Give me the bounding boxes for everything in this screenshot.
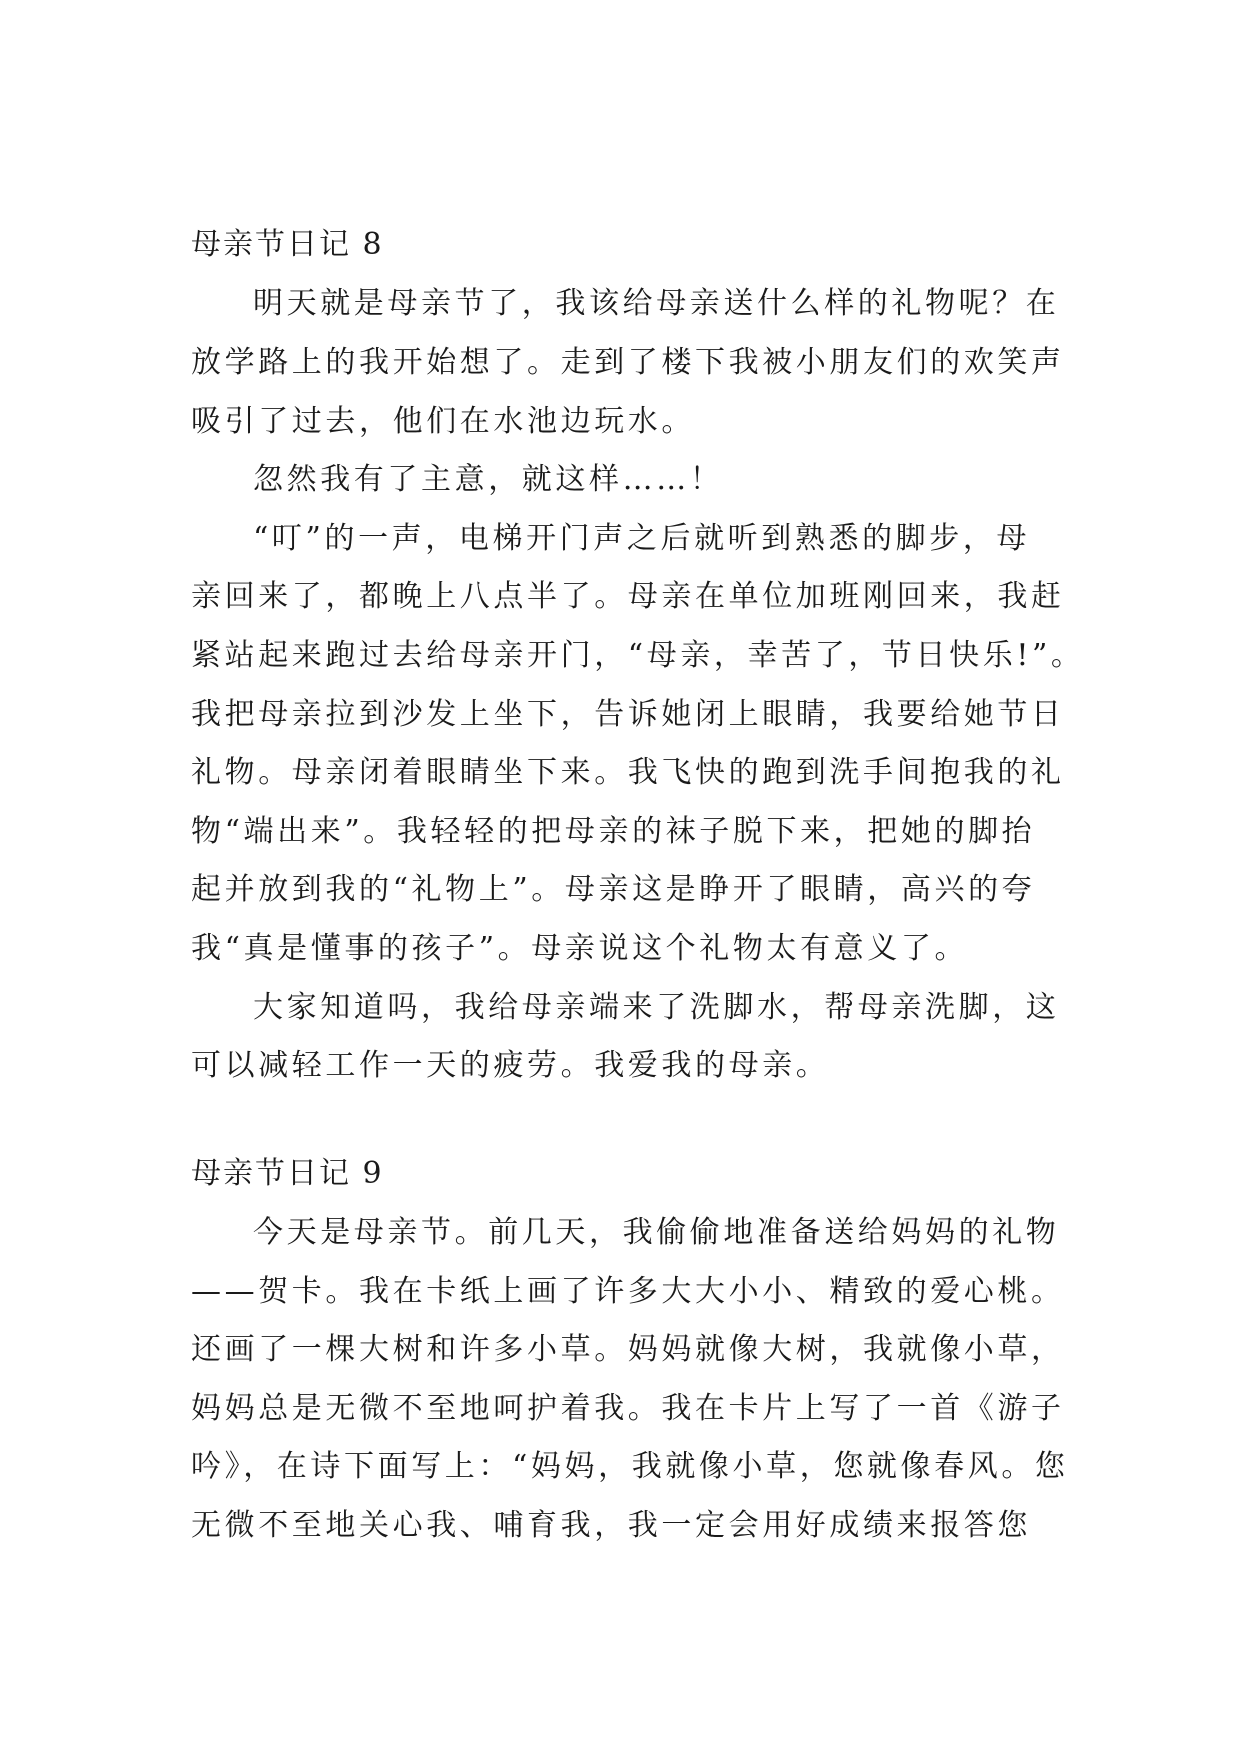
paragraph-line: 我“真是懂事的孩子”。母亲说这个礼物太有意义了。 [191,931,969,966]
paragraph-line: 放学路上的我开始想了。走到了楼下我被小朋友们的欢笑声 [191,345,1065,380]
paragraph-line: 无微不至地关心我、哺育我，我一定会用好成绩来报答您 [191,1508,1031,1543]
paragraph-line: 明天就是母亲节了，我该给母亲送什么样的礼物呢？在 [253,286,1060,321]
paragraph-line: ——贺卡。我在卡纸上画了许多大大小小、精致的爱心桃。 [191,1274,1065,1309]
paragraph-line: 今天是母亲节。前几天，我偷偷地准备送给妈妈的礼物 [253,1215,1060,1250]
paragraph-line: 还画了一棵大树和许多小草。妈妈就像大树，我就像小草， [191,1332,1065,1367]
paragraph-line: 吸引了过去，他们在水池边玩水。 [191,404,695,439]
paragraph-line: 起并放到我的“礼物上”。母亲这是睁开了眼睛，高兴的夸 [191,872,1036,907]
paragraph-line: 妈妈总是无微不至地呵护着我。我在卡片上写了一首《游子 [191,1391,1065,1426]
section-title: 母亲节日记 9 [191,1156,384,1191]
paragraph-line: 忽然我有了主意，就这样……！ [253,462,724,497]
paragraph-line: 物“端出来”。我轻轻的把母亲的袜子脱下来，把她的脚抬 [191,814,1036,849]
paragraph-line: 大家知道吗，我给母亲端来了洗脚水，帮母亲洗脚，这 [253,990,1060,1025]
section-title: 母亲节日记 8 [191,227,384,262]
paragraph-line: 亲回来了，都晚上八点半了。母亲在单位加班刚回来，我赶 [191,579,1065,614]
paragraph-line: 礼物。母亲闭着眼睛坐下来。我飞快的跑到洗手间抱我的礼 [191,755,1065,790]
paragraph-line: 紧站起来跑过去给母亲开门，“母亲，幸苦了，节日快乐!”。 [191,638,1085,673]
paragraph-line: 吟》，在诗下面写上：“妈妈，我就像小草，您就像春风。您 [191,1449,1069,1484]
paragraph-line: “叮”的一声，电梯开门声之后就听到熟悉的脚步，母 [253,521,1031,556]
paragraph-line: 我把母亲拉到沙发上坐下，告诉她闭上眼睛，我要给她节日 [191,697,1065,732]
paragraph-line: 可以减轻工作一天的疲劳。我爱我的母亲。 [191,1048,830,1083]
